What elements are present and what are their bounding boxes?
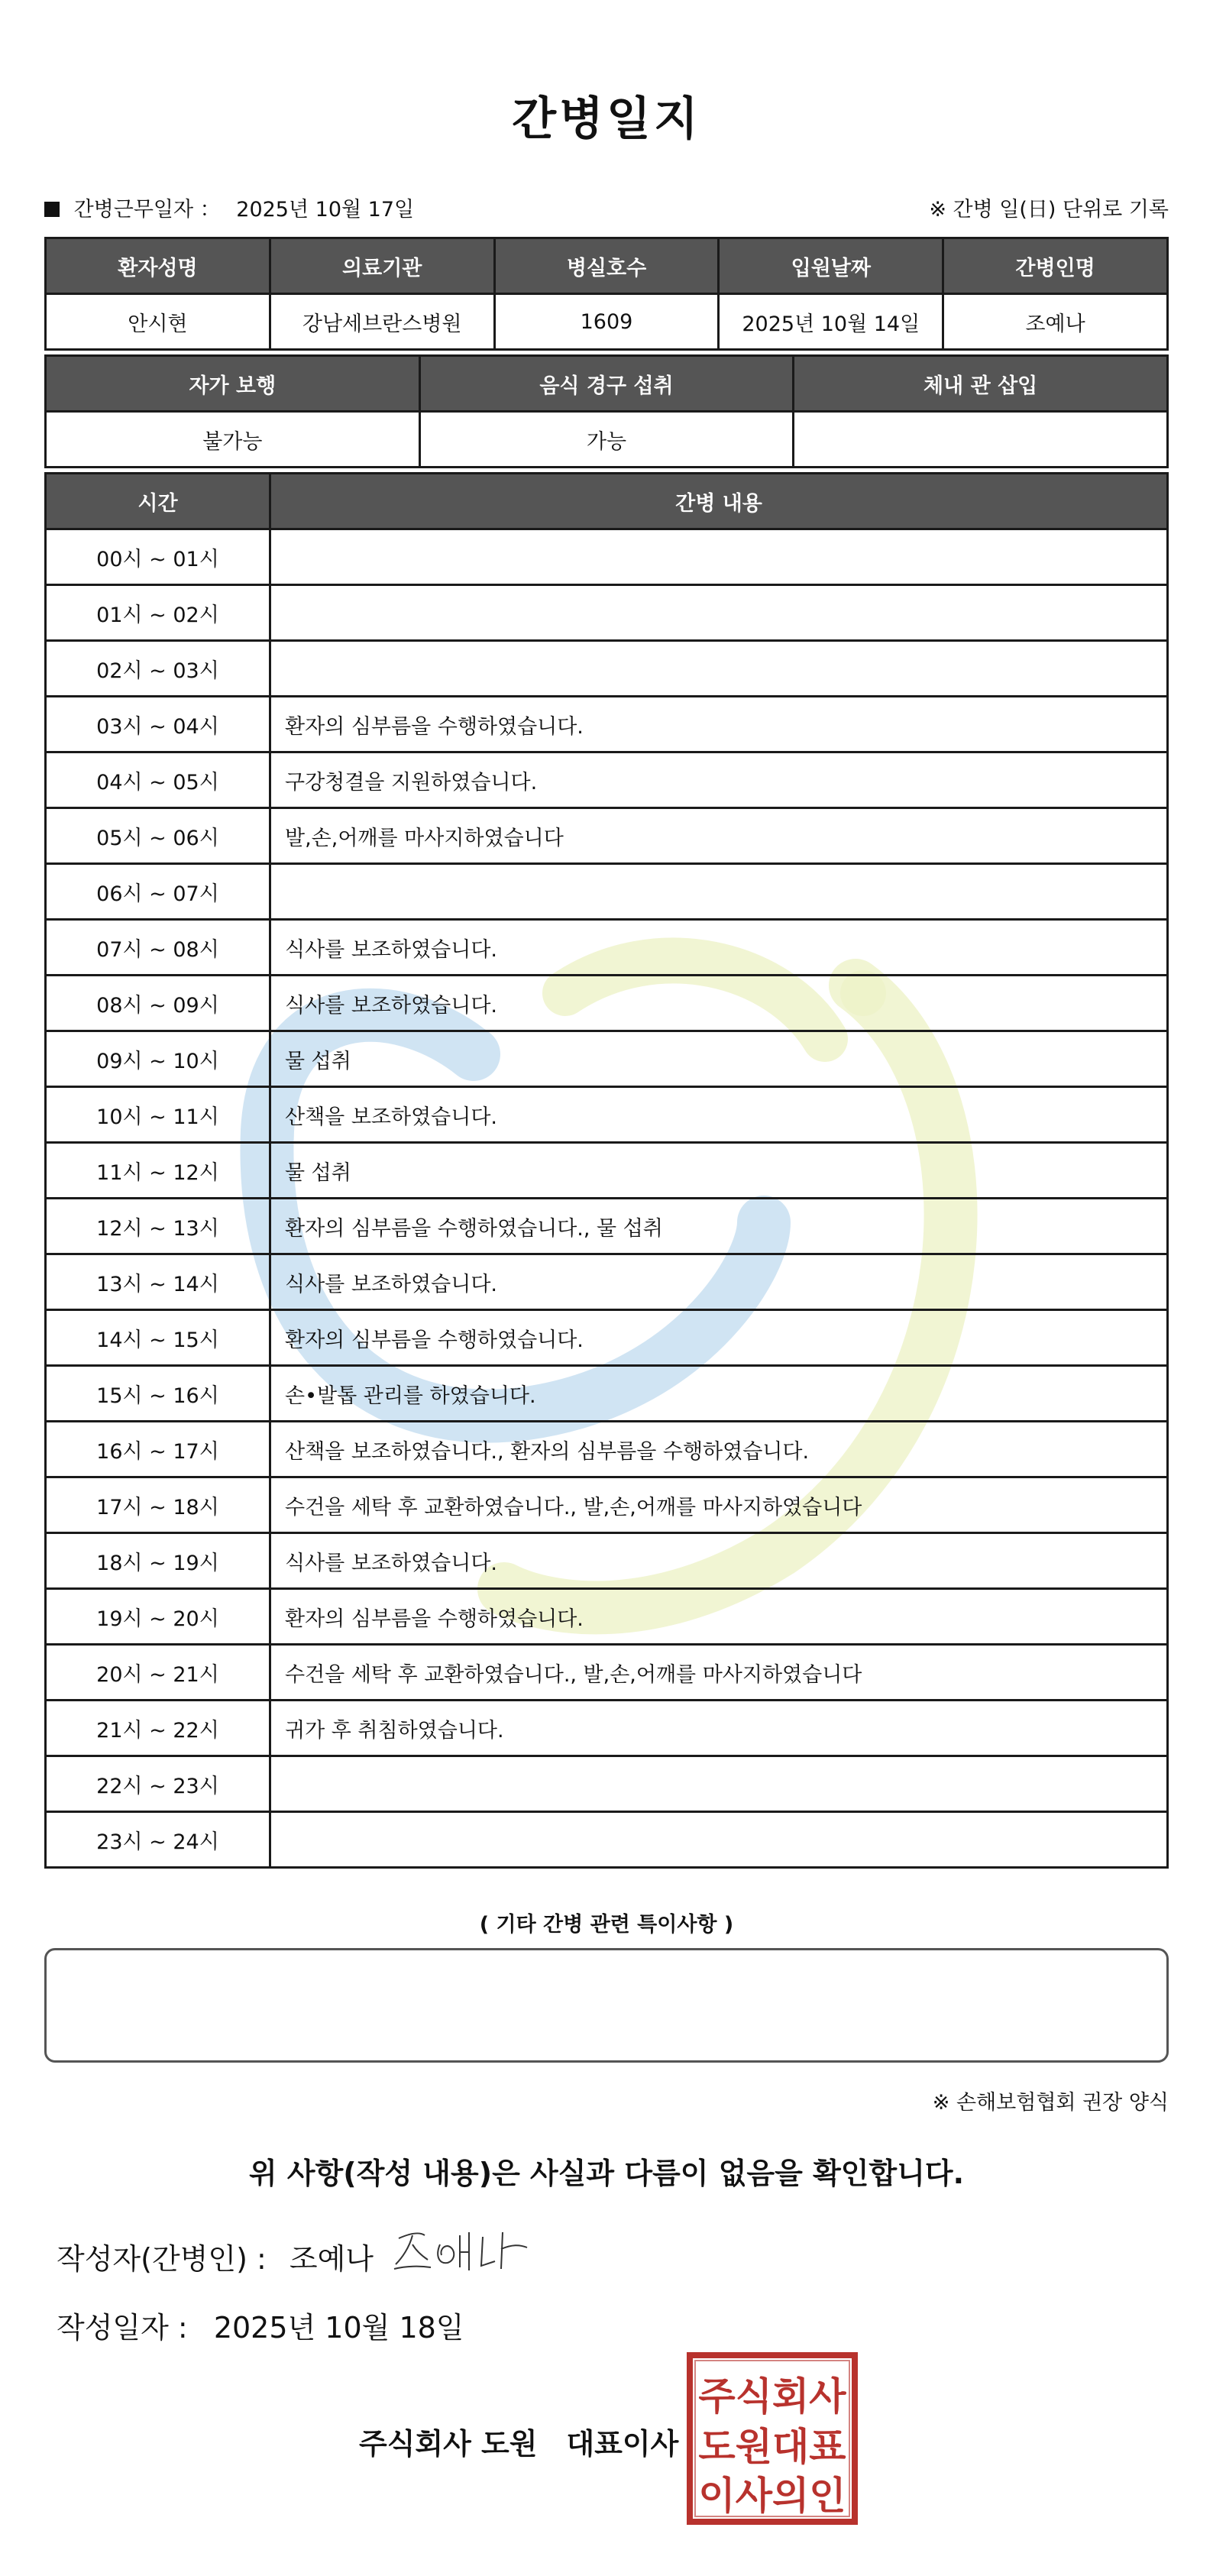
- stamp-line-3: 이사의인: [698, 2474, 846, 2518]
- work-date-label: 간병근무일자 ：: [73, 198, 221, 222]
- log-row: [46, 1366, 1168, 1422]
- log-row: [46, 920, 1168, 976]
- log-time: 13시 ~ 14시: [46, 1254, 270, 1310]
- header-oral-intake: 음식 경구 섭취: [419, 356, 794, 412]
- log-row: [46, 697, 1168, 752]
- log-time: 02시 ~ 03시: [46, 641, 270, 697]
- log-time: 16시 ~ 17시: [46, 1422, 270, 1477]
- header-admission-date: 입원날짜: [719, 238, 943, 294]
- record-unit-note: ※ 간병 일(日) 단위로 기록: [929, 198, 1169, 222]
- log-header-row: [46, 474, 1168, 529]
- writer-label: 작성자(간병인) :: [57, 2242, 267, 2276]
- log-time: 00시 ~ 01시: [46, 529, 270, 585]
- log-content: 발,손,어깨를 마사지하였습니다: [270, 808, 1168, 864]
- tube-insertion-value: [794, 412, 1168, 468]
- log-time: 09시 ~ 10시: [46, 1031, 270, 1087]
- log-time: 22시 ~ 23시: [46, 1756, 270, 1812]
- log-content: 물 섭취: [270, 1031, 1168, 1087]
- log-content: 손•발톱 관리를 하였습니다.: [270, 1366, 1168, 1422]
- log-time: 11시 ~ 12시: [46, 1143, 270, 1199]
- log-content: 식사를 보조하였습니다.: [270, 976, 1168, 1031]
- log-row: [46, 1477, 1168, 1533]
- log-row: [46, 1756, 1168, 1812]
- log-row: [46, 1701, 1168, 1756]
- log-row: [46, 641, 1168, 697]
- log-time: 07시 ~ 08시: [46, 920, 270, 976]
- header-hospital: 의료기관: [270, 238, 494, 294]
- written-date-label: 작성일자 :: [57, 2311, 188, 2345]
- log-content: [270, 641, 1168, 697]
- hospital-name: 강남세브란스병원: [270, 294, 494, 350]
- log-time: 08시 ~ 09시: [46, 976, 270, 1031]
- log-row: [46, 529, 1168, 585]
- log-time: 20시 ~ 21시: [46, 1645, 270, 1701]
- log-time: 10시 ~ 11시: [46, 1087, 270, 1143]
- log-row: [46, 585, 1168, 641]
- log-time: 19시 ~ 20시: [46, 1589, 270, 1645]
- recommended-form-note: ※ 손해보험협회 권장 양식: [932, 2091, 1169, 2115]
- info-header-row: [46, 238, 1168, 294]
- log-content: 식사를 보조하였습니다.: [270, 1254, 1168, 1310]
- stamp-line-2: 도원대표: [698, 2425, 846, 2469]
- log-row: [46, 752, 1168, 808]
- log-content: [270, 1812, 1168, 1868]
- self-walking-value: 불가능: [46, 412, 420, 468]
- log-content: [270, 585, 1168, 641]
- log-time: 04시 ~ 05시: [46, 752, 270, 808]
- log-content: [270, 1756, 1168, 1812]
- log-row: [46, 1812, 1168, 1868]
- log-time: 01시 ~ 02시: [46, 585, 270, 641]
- log-time: 23시 ~ 24시: [46, 1812, 270, 1868]
- log-content: 산책을 보조하였습니다., 환자의 심부름을 수행하였습니다.: [270, 1422, 1168, 1477]
- remarks-title: ( 기타 간병 관련 특이사항 ): [479, 1913, 734, 1937]
- company-seal-stamp: [686, 2351, 859, 2526]
- patient-name: 안시현: [46, 294, 270, 350]
- log-content: 구강청결을 지원하였습니다.: [270, 752, 1168, 808]
- log-row: [46, 864, 1168, 920]
- log-content: 식사를 보조하였습니다.: [270, 1533, 1168, 1589]
- log-time: 12시 ~ 13시: [46, 1199, 270, 1254]
- header-caregiver-name: 간병인명: [943, 238, 1168, 294]
- log-content: 수건을 세탁 후 교환하였습니다., 발,손,어깨를 마사지하였습니다: [270, 1645, 1168, 1701]
- header-care-content: 간병 내용: [270, 474, 1168, 529]
- room-number: 1609: [494, 294, 719, 350]
- writer-name: 조예나: [289, 2242, 374, 2276]
- log-time: 06시 ~ 07시: [46, 864, 270, 920]
- header-tube-insertion: 체내 관 삽입: [794, 356, 1168, 412]
- log-row: [46, 1310, 1168, 1366]
- log-time: 18시 ~ 19시: [46, 1533, 270, 1589]
- header-time: 시간: [46, 474, 270, 529]
- log-time: 21시 ~ 22시: [46, 1701, 270, 1756]
- stamp-line-1: 주식회사: [698, 2374, 846, 2419]
- care-log-table: [44, 472, 1169, 1869]
- log-row: [46, 1422, 1168, 1477]
- log-content: 환자의 심부름을 수행하였습니다.: [270, 1589, 1168, 1645]
- handwritten-signature: [390, 2222, 535, 2275]
- log-content: 환자의 심부름을 수행하였습니다., 물 섭취: [270, 1199, 1168, 1254]
- patient-info-table: [44, 237, 1169, 351]
- log-content: 귀가 후 취침하였습니다.: [270, 1701, 1168, 1756]
- header-self-walking: 자가 보행: [46, 356, 420, 412]
- log-row: [46, 1645, 1168, 1701]
- log-time: 15시 ~ 16시: [46, 1366, 270, 1422]
- page-title: 간병일지: [512, 92, 701, 146]
- log-content: 물 섭취: [270, 1143, 1168, 1199]
- header-room: 병실호수: [494, 238, 719, 294]
- log-time: 14시 ~ 15시: [46, 1310, 270, 1366]
- confirmation-statement: 위 사항(작성 내용)은 사실과 다름이 없음을 확인합니다.: [248, 2157, 965, 2190]
- company-signature-line: 주식회사 도원 대표이사: [359, 2427, 679, 2461]
- oral-intake-value: 가능: [419, 412, 794, 468]
- log-time: 05시 ~ 06시: [46, 808, 270, 864]
- log-content: 환자의 심부름을 수행하였습니다.: [270, 697, 1168, 752]
- log-time: 17시 ~ 18시: [46, 1477, 270, 1533]
- log-row: [46, 976, 1168, 1031]
- patient-status-table: [44, 354, 1169, 468]
- status-value-row: [46, 412, 1168, 468]
- written-date-line: [57, 2304, 464, 2346]
- header-patient-name: 환자성명: [46, 238, 270, 294]
- status-header-row: [46, 356, 1168, 412]
- log-row: [46, 1031, 1168, 1087]
- log-row: [46, 808, 1168, 864]
- log-content: 산책을 보조하였습니다.: [270, 1087, 1168, 1143]
- log-row: [46, 1199, 1168, 1254]
- log-content: 식사를 보조하였습니다.: [270, 920, 1168, 976]
- log-row: [46, 1143, 1168, 1199]
- log-row: [46, 1533, 1168, 1589]
- info-value-row: [46, 294, 1168, 350]
- work-date-value: 2025년 10월 17일: [236, 198, 415, 222]
- writer-line: [57, 2235, 374, 2277]
- log-row: [46, 1087, 1168, 1143]
- log-time: 03시 ~ 04시: [46, 697, 270, 752]
- caregiver-name: 조예나: [943, 294, 1168, 350]
- log-content: 환자의 심부름을 수행하였습니다.: [270, 1310, 1168, 1366]
- meta-row: [44, 193, 1169, 223]
- log-content: [270, 864, 1168, 920]
- work-date: [44, 193, 414, 222]
- remarks-box: [44, 1948, 1169, 2063]
- log-body: [46, 529, 1168, 1868]
- log-row: [46, 1589, 1168, 1645]
- square-bullet-icon: [44, 202, 60, 217]
- log-row: [46, 1254, 1168, 1310]
- written-date-value: 2025년 10월 18일: [213, 2311, 464, 2345]
- log-content: 수건을 세탁 후 교환하였습니다., 발,손,어깨를 마사지하였습니다: [270, 1477, 1168, 1533]
- log-content: [270, 529, 1168, 585]
- admission-date: 2025년 10월 14일: [719, 294, 943, 350]
